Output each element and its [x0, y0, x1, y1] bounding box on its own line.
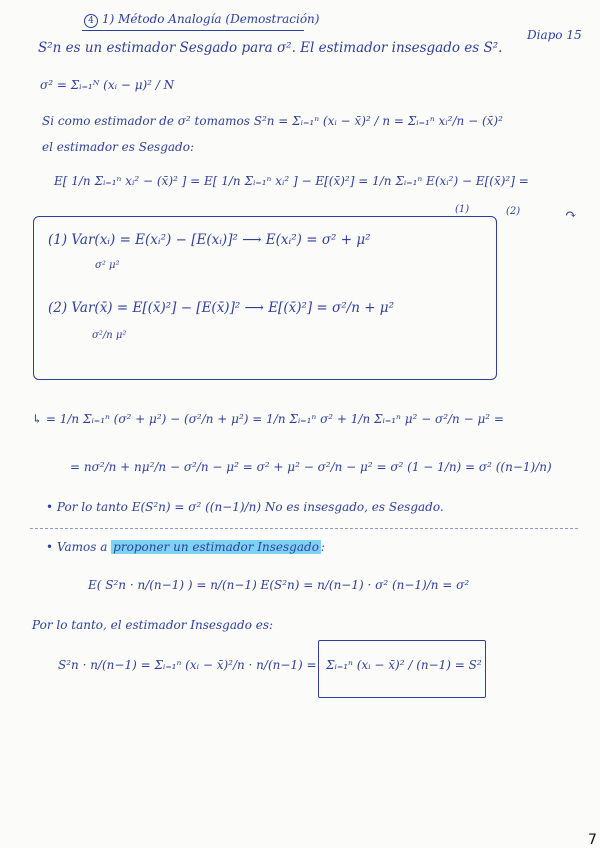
unbiased-line: E( S²n · n/(n−1) ) = n/(n−1) E(S²n) = n/(n−1) · σ² (n−1)/n = σ² — [88, 578, 470, 592]
final-box-content: Σᵢ₌₁ⁿ (xᵢ − x̄)² / (n−1) = S² — [326, 658, 482, 672]
section-divider — [30, 528, 578, 529]
calc-line-1: ↳ = 1/n Σᵢ₌₁ⁿ (σ² + μ²) − (σ²/n + μ²) = 1/n Σᵢ₌₁ⁿ σ² + 1/n Σᵢ₌₁ⁿ μ² − σ²/n − μ² = — [32, 412, 504, 426]
final-left: S²n · n/(n−1) = Σᵢ₌₁ⁿ (xᵢ − x̄)²/n · n/(n−1) = — [58, 658, 317, 672]
marker-2: (2) — [506, 206, 521, 217]
sesgado-line: el estimador es Sesgado: — [42, 140, 195, 154]
propose-suffix: : — [320, 540, 325, 554]
propose-prefix: • Vamos a — [46, 540, 108, 554]
page-title: 1) Método Analogía (Demostración) — [102, 12, 320, 26]
si-como-line: Si como estimador de σ² tomamos S²n = Σᵢ₌₁ⁿ (xᵢ − x̄)² / n = Σᵢ₌₁ⁿ xᵢ²/n − (x̄)² — [42, 114, 503, 128]
title-underline — [82, 30, 304, 31]
curved-arrow-icon: ↷ — [565, 207, 577, 223]
box-line-1: (1) Var(xᵢ) = E(xᵢ²) − [E(xᵢ)]² ⟶ E(xᵢ²) = σ² + μ² — [48, 232, 371, 248]
side-note: Diapo 15 — [527, 28, 582, 42]
page-number: 7 — [588, 832, 597, 848]
expectation-line: E[ 1/n Σᵢ₌₁ⁿ xᵢ² − (x̄)² ] = E[ 1/n Σᵢ₌₁ⁿ xᵢ² ] − E[(x̄)²] = 1/n Σᵢ₌₁ⁿ E(xᵢ²) − E[(x̄)²] = — [54, 174, 529, 188]
calc-line-2: = nσ²/n + nμ²/n − σ²/n − μ² = σ² + μ² − σ²/n − μ² = σ² (1 − 1/n) = σ² ((n−1)/n) — [70, 460, 552, 474]
box-line-1-under: σ² μ² — [95, 260, 120, 271]
box-line-2: (2) Var(x̄) = E[(x̄)²] − [E(x̄)]² ⟶ E[(x̄)²] = σ²/n + μ² — [48, 300, 394, 316]
propose-highlight: proponer un estimador Insesgado — [113, 540, 319, 554]
box-line-2-under: σ²/n μ² — [92, 330, 127, 341]
title-number-badge: 4 — [84, 14, 98, 28]
por-lo-tanto-line: Por lo tanto, el estimador Insesgado es: — [32, 618, 274, 632]
marker-1: (1) — [455, 204, 470, 215]
propose-line — [46, 540, 325, 554]
intro-line: S²n es un estimador Sesgado para σ². El estimador insesgado es S². — [38, 40, 503, 56]
conclusion-line: • Por lo tanto E(S²n) = σ² ((n−1)/n) No es insesgado, es Sesgado. — [46, 500, 444, 514]
sigma-definition: σ² = Σᵢ₌₁ᴺ (xᵢ − μ)² / N — [40, 78, 175, 92]
